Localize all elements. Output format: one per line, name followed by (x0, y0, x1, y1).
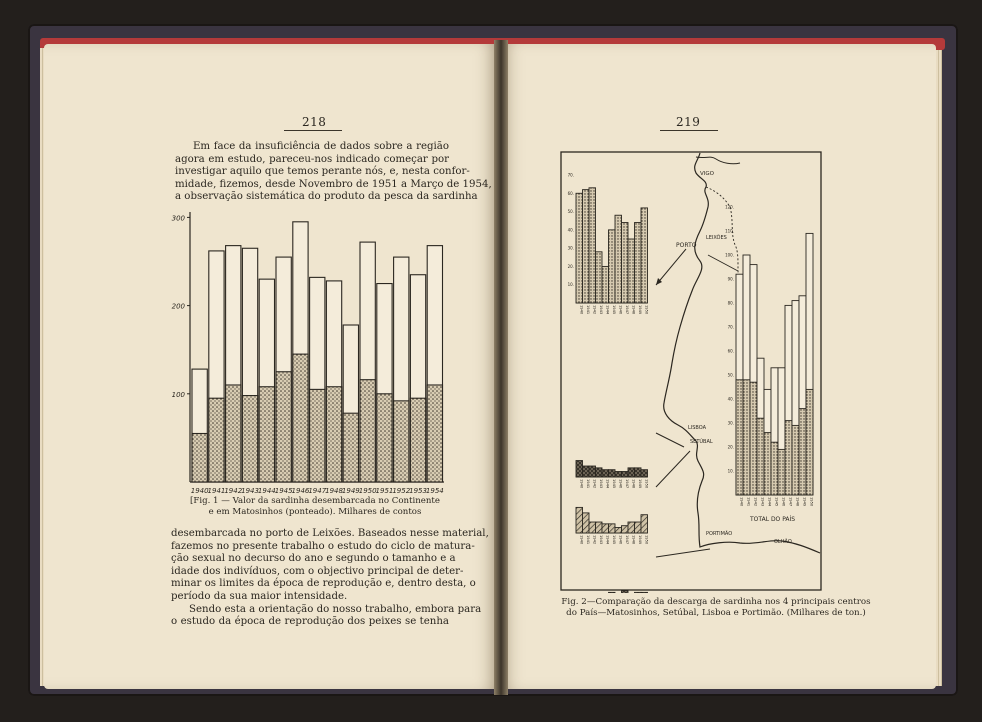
bar (635, 468, 642, 477)
bar (615, 215, 622, 303)
year-label: 1942 (592, 535, 597, 545)
bar (583, 466, 590, 477)
year-label: 1943 (598, 535, 603, 545)
label-porto: PORTO (676, 242, 697, 249)
year-label: 1948 (631, 479, 636, 489)
bar (609, 470, 616, 477)
label-vigo: VIGO (700, 171, 714, 177)
chart-total-do-pa-s (725, 205, 814, 507)
y-tick-label: 50. (727, 372, 734, 378)
text-line: a observação sistemática do produto da pesca da sardinha (175, 191, 478, 203)
bar-matosinhos (394, 401, 409, 482)
bar-overlay (806, 389, 813, 495)
bar (622, 591, 629, 593)
x-tick-label: 1949 (341, 487, 360, 495)
bar (576, 461, 583, 477)
label-olhao: OLHÃO (774, 539, 792, 545)
bar (622, 472, 629, 477)
year-label: 1947 (624, 305, 629, 315)
y-tick-label: 30. (567, 245, 574, 251)
text-line: midade, fizemos, desde Novembro de 1951 a Março de 1954, (175, 178, 492, 190)
year-label: 1943 (598, 479, 603, 489)
year-label: 1946 (618, 305, 623, 315)
bar-matosinhos (192, 433, 207, 482)
year-label: 1949 (637, 305, 642, 315)
text-line: Sendo esta a orientação do nosso trabalho, embora para (189, 603, 482, 615)
y-tick-label: 20. (567, 263, 574, 269)
bar (622, 526, 629, 533)
bar-matosinhos (360, 380, 375, 482)
year-label: 1948 (795, 497, 800, 507)
year-label: 1946 (781, 497, 786, 507)
year-label: 1944 (605, 479, 610, 489)
x-tick-label: 1940 (190, 487, 209, 495)
chart-portim-o (576, 591, 648, 593)
y-tick-label: 40. (567, 227, 574, 233)
year-label: 1946 (618, 535, 623, 545)
label-portimao: PORTIMÃO (706, 531, 733, 537)
bar-overlay (785, 421, 792, 495)
y-tick-label: 70. (727, 324, 734, 330)
y-tick-label: 120. (725, 204, 734, 210)
bar (596, 468, 603, 477)
bar (635, 592, 642, 593)
year-label: 1950 (809, 497, 814, 507)
year-label: 1950 (644, 479, 649, 489)
bar-matosinhos (293, 354, 308, 482)
y-tick-label: 80. (727, 300, 734, 306)
caption-line: Fig. 2—Comparação da descarga de sardinha nos 4 principais centros (561, 597, 871, 607)
year-label: 1940 (739, 497, 744, 507)
year-label: 1941 (585, 305, 590, 315)
x-tick-label: 1946 (291, 487, 310, 495)
bar-overlay (757, 418, 764, 495)
x-tick-label: 1944 (257, 487, 276, 495)
figure-1-caption (190, 496, 440, 518)
bar (576, 193, 583, 303)
bar-matosinhos (410, 398, 425, 482)
y-tick-label: 60. (727, 348, 734, 354)
year-label: 1941 (585, 535, 590, 545)
bar (635, 522, 642, 533)
label-leixoes: LEIXÕES (706, 235, 727, 241)
bar-matosinhos (377, 394, 392, 482)
y-tick-label: 30. (727, 420, 734, 426)
bar (615, 528, 622, 533)
bar (609, 230, 616, 303)
year-label: 1940 (579, 305, 584, 315)
caption-line: e em Matosinhos (ponteado). Milhares de contos (208, 507, 422, 517)
text-line: investigar aquilo que temos perante nós, e, nesta confor- (175, 166, 470, 178)
year-label: 1942 (592, 479, 597, 489)
caption-line: do País—Matosinhos, Setúbal, Lisboa e Portimão. (Milhares de ton.) (566, 608, 866, 618)
bar-matosinhos (276, 372, 291, 482)
page-number-left: 218 (302, 115, 327, 129)
bar-matosinhos (226, 385, 241, 482)
year-label: 1944 (605, 535, 610, 545)
pointer-matosinhos (656, 249, 686, 285)
y-tick-label: 90. (727, 276, 734, 282)
y-tick-label: 200 (171, 302, 185, 311)
year-label: 1945 (611, 535, 616, 545)
bar (596, 522, 603, 533)
text-line: o estudo da época de reprodução dos peixes se tenha (171, 616, 449, 628)
bar (628, 239, 635, 303)
bar-matosinhos (427, 385, 442, 482)
bar (641, 208, 648, 303)
bar (602, 470, 609, 477)
figure-1-chart (168, 206, 458, 496)
bar (589, 522, 596, 533)
bar (609, 592, 616, 593)
bar-overlay (750, 382, 757, 495)
x-tick-label: 1952 (392, 487, 411, 495)
bar-overlay (764, 433, 771, 495)
x-tick-label: 1951 (375, 487, 394, 495)
bar (596, 252, 603, 303)
bar (641, 470, 648, 477)
year-label: 1947 (624, 479, 629, 489)
x-tick-label: 1947 (308, 487, 327, 495)
year-label: 1949 (802, 497, 807, 507)
bar-matosinhos (326, 387, 341, 482)
bar (602, 524, 609, 533)
year-label: 1946 (618, 479, 623, 489)
year-label: 1944 (605, 305, 610, 315)
x-tick-label: 1954 (425, 487, 444, 495)
bar (583, 190, 590, 303)
x-tick-label: 1948 (325, 487, 343, 495)
text-line: minar os limites da época de reprodução e, dentro desta, o (171, 578, 476, 590)
bar (622, 223, 629, 303)
text-line: desembarcada no porto de Leixões. Baseados nesse material, (171, 528, 489, 539)
year-label: 1945 (611, 305, 616, 315)
bar-matosinhos (242, 396, 257, 482)
text-line: ção sexual no decurso do ano e segundo o tamanho e a (171, 553, 456, 565)
chart-matosinhos (568, 173, 649, 315)
text-line: fazemos no presente trabalho o estudo do ciclo de matura- (171, 540, 475, 552)
year-label: 1948 (631, 535, 636, 545)
label-setubal: SETÚBAL (690, 439, 713, 445)
text-line: agora em estudo, pareceu-nos indicado começar por (175, 153, 449, 165)
year-label: 1941 (585, 479, 590, 489)
coastline-north (696, 157, 740, 164)
y-tick-label: 70. (567, 172, 574, 178)
text-line: idade dos indivíduos, com o objectivo principal de deter- (171, 565, 464, 577)
book-gutter (494, 40, 508, 695)
bar-matosinhos (343, 413, 358, 482)
year-label: 1948 (631, 305, 636, 315)
year-label: 1943 (760, 497, 765, 507)
year-label: 1949 (637, 535, 642, 545)
caption-line: [Fig. 1 — Valor da sardinha desembarcada no Continente (190, 496, 440, 506)
bar-matosinhos (259, 387, 274, 482)
text-line: Em face da insuficiência de dados sobre a região (193, 141, 449, 152)
year-label: 1940 (579, 479, 584, 489)
y-tick-label: 10. (727, 468, 734, 474)
x-tick-label: 1945 (274, 487, 293, 495)
bar (583, 513, 590, 533)
y-tick-label: 40. (727, 396, 734, 402)
bar-overlay (778, 449, 785, 495)
year-label: 1940 (579, 535, 584, 545)
y-tick-label: 60. (567, 190, 574, 196)
year-label: 1945 (611, 479, 616, 489)
text-line: período da sua maior intensidade. (171, 590, 348, 602)
bar (628, 522, 635, 533)
label-lisboa: LISBOA (688, 425, 707, 431)
page-number-rule (660, 130, 718, 131)
year-label: 1942 (753, 497, 758, 507)
page-number-rule (284, 130, 342, 131)
year-label: 1949 (637, 479, 642, 489)
year-label: 1944 (767, 497, 772, 507)
bar-matosinhos (310, 389, 325, 482)
pointer-portimao (656, 549, 710, 557)
year-label: 1945 (774, 497, 779, 507)
x-tick-label: 1941 (207, 487, 226, 495)
x-tick-label: 1942 (224, 487, 243, 495)
y-tick-label: 110. (725, 228, 734, 234)
bar-overlay (792, 425, 799, 495)
y-tick-label: 100 (171, 390, 185, 399)
bar-overlay (799, 409, 806, 495)
bar (635, 223, 642, 303)
bar (615, 472, 622, 477)
page-number-right: 219 (676, 115, 701, 129)
bar-overlay (736, 380, 743, 495)
bar (576, 507, 583, 533)
continuation-paragraph (171, 528, 489, 629)
y-tick-label: 10. (567, 282, 574, 288)
chart-set-bal (576, 507, 648, 544)
bar-overlay (743, 380, 750, 495)
y-tick-label: 100. (725, 252, 734, 258)
bar (602, 266, 609, 303)
left-page (44, 44, 498, 689)
year-label: 1947 (624, 535, 629, 545)
x-tick-label: 1943 (241, 487, 259, 495)
bar (589, 466, 596, 477)
bar (589, 188, 596, 303)
y-tick-label: 300 (171, 214, 185, 223)
x-tick-label: 1950 (358, 487, 377, 495)
year-label: 1950 (644, 535, 649, 545)
chart-lisboa (576, 461, 648, 489)
pointer-setubal (656, 451, 690, 487)
bar (641, 592, 648, 593)
bar (641, 515, 648, 533)
intro-paragraph (175, 141, 492, 204)
x-tick-label: 1953 (409, 487, 427, 495)
year-label: 1942 (592, 305, 597, 315)
y-tick-label: 50. (567, 209, 574, 215)
year-label: 1943 (598, 305, 603, 315)
figure-2-caption (544, 597, 888, 619)
right-page (500, 44, 936, 689)
pointer-lisboa (656, 433, 684, 447)
bar-matosinhos (209, 398, 224, 482)
bar (628, 468, 635, 477)
figure-2-map (560, 151, 824, 593)
label-total: TOTAL DO PAÍS (750, 516, 796, 523)
bar-overlay (771, 442, 778, 495)
y-tick-label: 20. (727, 444, 734, 450)
year-label: 1941 (746, 497, 751, 507)
year-label: 1947 (788, 497, 793, 507)
year-label: 1950 (644, 305, 649, 315)
bar (609, 524, 616, 533)
